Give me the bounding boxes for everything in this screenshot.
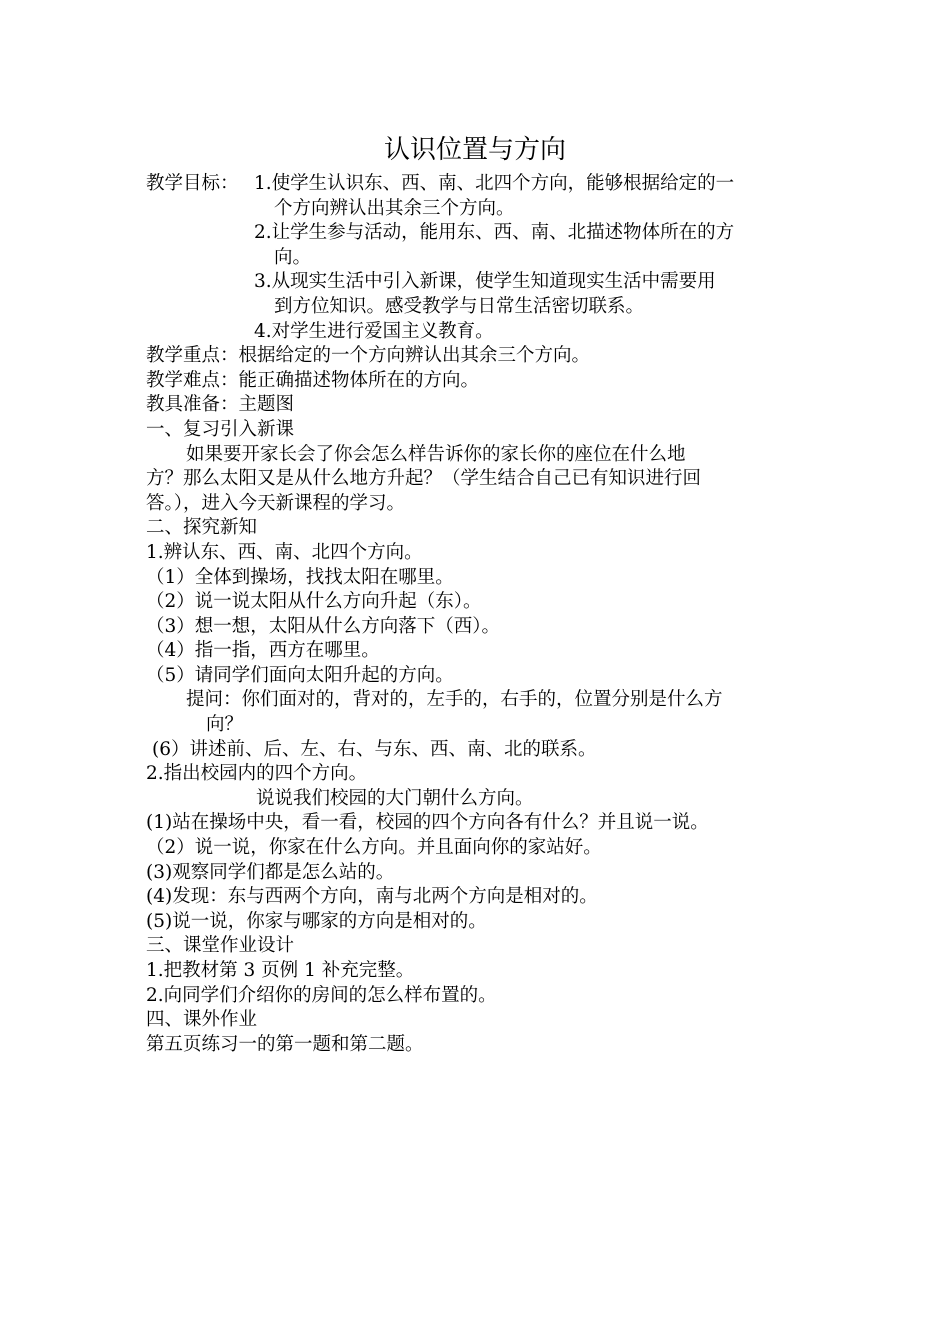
list-item: （2）说一说，你家在什么方向。并且面向你的家站好。 [146,837,602,859]
goal-4-text: 4.对学生进行爱国主义教育。 [254,320,494,342]
section-4-heading: 四、课外作业 [146,1009,258,1031]
question-line: 提问：你们面对的，背对的，左手的，右手的，位置分别是什么方 [186,689,723,711]
list-item: （3）想一想，太阳从什么方向落下（西）。 [146,615,501,637]
list-item: (5)说一说，你家与哪家的方向是相对的。 [146,910,487,932]
section-1-para-line: 如果要开家长会了你会怎么样告诉你的家长你的座位在什么地 [186,443,686,465]
list-item: (4)发现：东与西两个方向，南与北两个方向是相对的。 [146,886,598,908]
section-3-heading: 三、课堂作业设计 [146,935,295,957]
goal-2-text: 2.让学生参与活动，能用东、西、南、北描述物体所在的方 [254,222,735,244]
goal-3-cont: 到方位知识。感受教学与日常生活密切联系。 [274,295,645,317]
goal-1-cont: 个方向辨认出其余三个方向。 [274,197,515,219]
key-point: 教学重点：根据给定的一个方向辨认出其余三个方向。 [146,345,591,367]
list-item: (1)站在操场中央，看一看，校园的四个方向各有什么？并且说一说。 [146,812,709,834]
list-item: （5）请同学们面向太阳升起的方向。 [146,664,454,686]
section-1-para-line: 方？那么太阳又是从什么地方升起？（学生结合自己已有知识进行回 [146,468,702,490]
list-item: 第五页练习一的第一题和第二题。 [146,1033,424,1055]
goals-label: 教学目标： [146,173,239,194]
section-1-heading: 一、复习引入新课 [146,418,295,440]
list-item: （2）说一说太阳从什么方向升起（东）。 [146,591,482,613]
list-item: (6）讲述前、后、左、右、与东、西、南、北的联系。 [152,738,597,760]
list-item: 1.把教材第 3 页例 1 补充完整。 [146,960,415,981]
question-line-cont: 向？ [206,714,244,736]
list-item: （1）全体到操场，找找太阳在哪里。 [146,566,454,588]
materials: 教具准备：主题图 [146,394,295,416]
document-body [146,172,810,1057]
goal-2-cont: 向。 [274,246,312,268]
goal-line-1 [146,172,810,197]
goal-3-text: 3.从现实生活中引入新课，使学生知道现实生活中需要用 [254,271,716,293]
list-item: 1.辨认东、西、南、北四个方向。 [146,541,423,563]
list-item-intro: 说说我们校园的大门朝什么方向。 [256,787,534,809]
section-1-para-line: 答。），进入今天新课程的学习。 [146,492,406,514]
page-title: 认识位置与方向 [383,135,566,165]
difficulty: 教学难点：能正确描述物体所在的方向。 [146,369,480,391]
list-item: 2.指出校园内的四个方向。 [146,763,368,785]
list-item: 2.向同学们介绍你的房间的怎么样布置的。 [146,984,497,1006]
list-item: （4）指一指，西方在哪里。 [146,640,380,662]
list-item: (3)观察同学们都是怎么站的。 [146,861,395,883]
section-2-heading: 二、探究新知 [146,517,258,539]
goal-1-text: 1.使学生认识东、西、南、北四个方向，能够根据给定的一 [254,173,735,194]
